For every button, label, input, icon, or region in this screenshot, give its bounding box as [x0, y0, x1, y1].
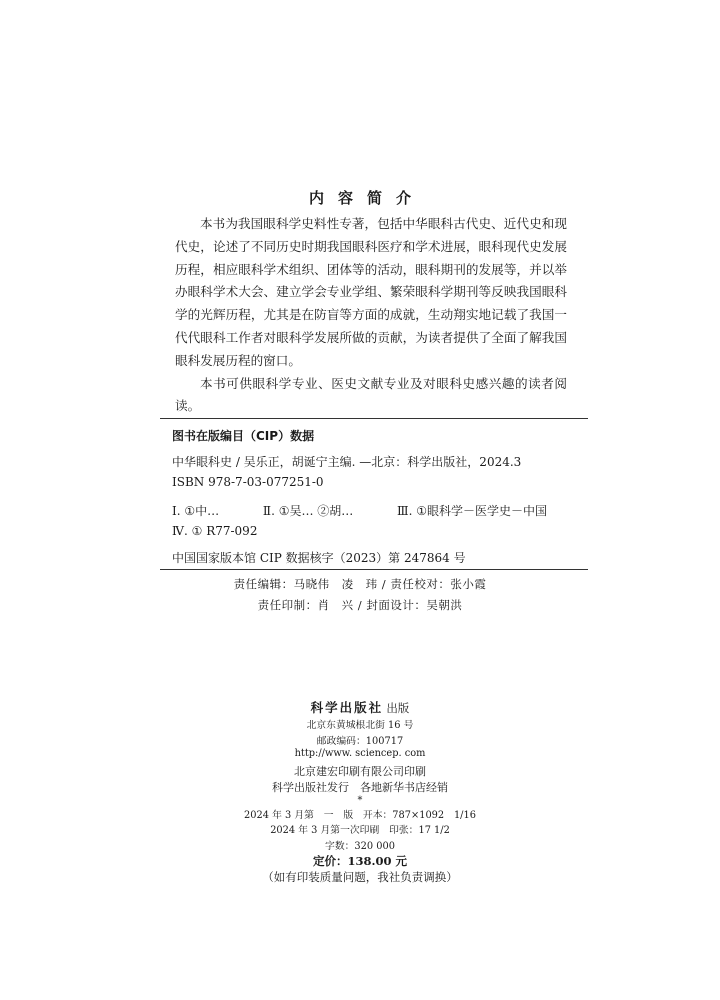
credits-production: 责任印制：肖 兴 / 封面设计：吴朝洪 — [257, 598, 463, 612]
cip-top-rule — [160, 418, 588, 419]
word-count: 字数：320 000 — [325, 841, 395, 852]
cip-title-line: 中华眼科史 / 吴乐正，胡诞宁主编. —北京：科学出版社，2024.3 — [172, 455, 522, 469]
distribution-line: 科学出版社发行 各地新华书店经销 — [272, 781, 448, 794]
summary-paragraph-1: 本书为我国眼科学史料性专著，包括中华眼科古代史、近代史和现代史，论述了不同历史时期我国眼科医疗和学术进展，眼科现代史发展历程，相应眼科学术组织、团体等的活动，眼科期刊的发展等，并以举办眼科学术大会、建立学会专业学组、繁荣眼科学期刊等反映我国眼科学的光辉历程，尤其是在防盲等方面的成就，生动翔实地记载了我国一代代眼科工作者对眼科学发展所做的贡献，为读者提供了全面了解我国眼科发展历程的窗口。 — [175, 216, 567, 368]
quality-notice: （如有印装质量问题，我社负责调换） — [262, 870, 458, 884]
printing-line: 2024 年 3 月第一次印刷 印张：17 1/2 — [270, 825, 450, 836]
publisher-name: 科学出版社 — [310, 700, 384, 715]
cip-isbn: ISBN 978-7-03-077251-0 — [172, 475, 324, 489]
printer-line: 北京建宏印刷有限公司印刷 — [294, 765, 426, 778]
summary-title: 内容简介 — [308, 189, 425, 207]
summary-paragraph-2: 本书可供眼科学专业、医史文献专业及对眼科史感兴趣的读者阅读。 — [175, 375, 567, 414]
cip-class-3: Ⅲ. ①眼科学－医学史－中国 — [397, 504, 547, 518]
publisher-postcode: 邮政编码：100717 — [316, 736, 404, 747]
separator-star: * — [357, 795, 363, 806]
cip-bottom-rule — [160, 569, 588, 570]
cip-record-number: 中国国家版本馆 CIP 数据核字（2023）第 247864 号 — [172, 551, 466, 565]
price-line: 定价：138.00 元 — [312, 854, 407, 868]
cip-classification — [172, 502, 547, 519]
cip-class-number: Ⅳ. ① R77-092 — [172, 524, 258, 538]
publisher-website: http://www. sciencep. com — [294, 748, 426, 759]
summary-body — [175, 213, 567, 418]
credits-editors: 责任编辑：马晓伟 凌 玮 / 责任校对：张小霞 — [233, 577, 487, 591]
publisher-address: 北京东黄城根北街 16 号 — [306, 720, 414, 731]
cip-heading: 图书在版编目（CIP）数据 — [172, 429, 315, 443]
cip-class-1: Ⅰ. ①中… — [172, 504, 220, 518]
publisher-line — [0, 698, 720, 716]
publisher-suffix: 出版 — [386, 701, 410, 715]
cip-class-2: Ⅱ. ①吴… ②胡… — [262, 504, 354, 518]
edition-line: 2024 年 3 月第 一 版 开本：787×1092 1/16 — [244, 810, 476, 821]
